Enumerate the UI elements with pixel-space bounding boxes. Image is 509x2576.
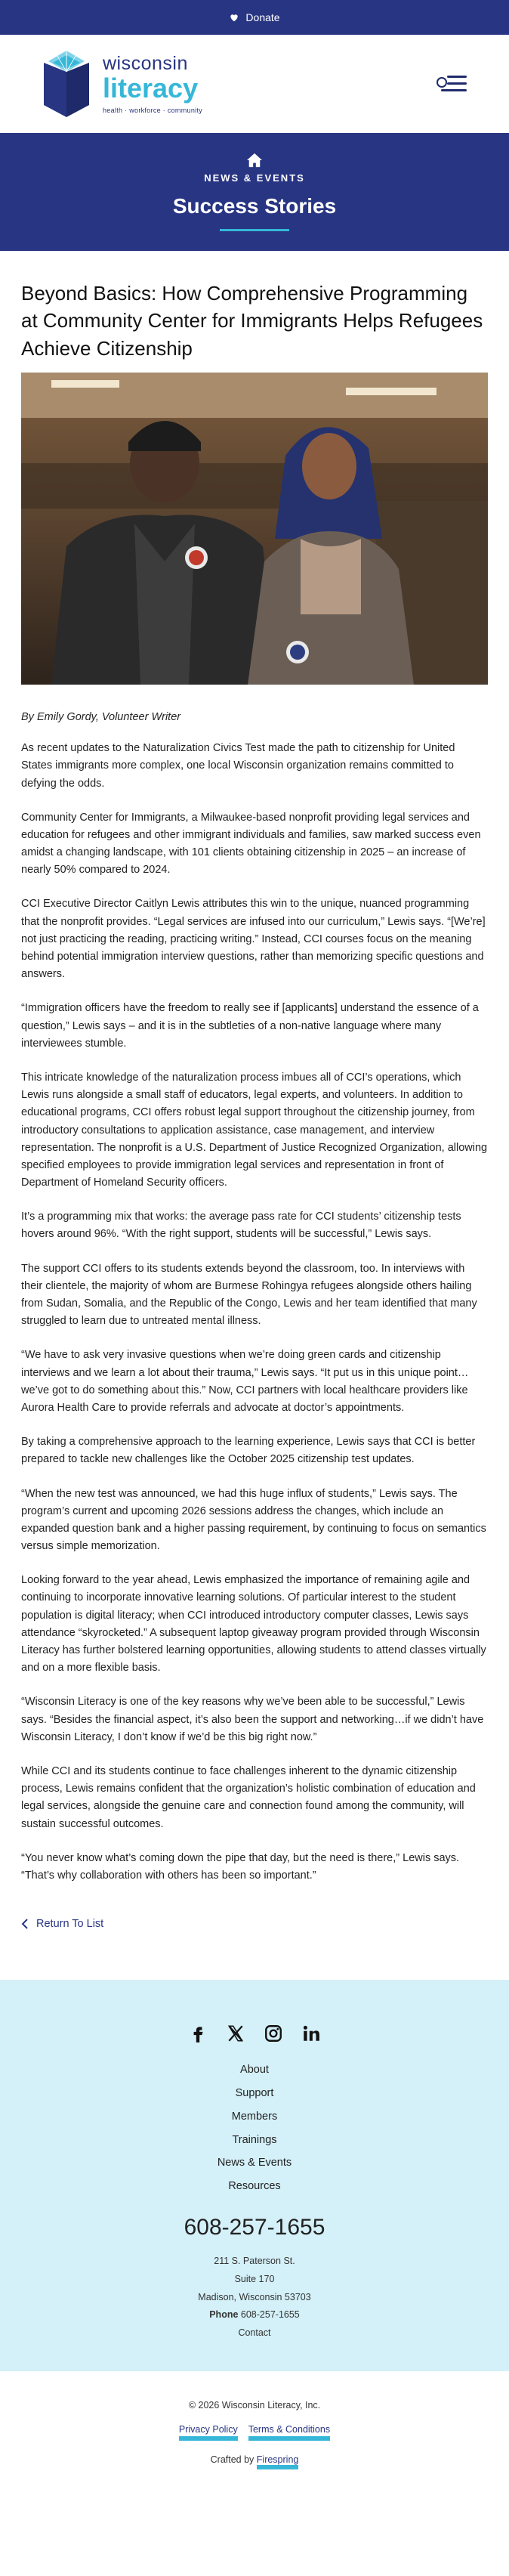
article-paragraph: “Immigration officers have the freedom to really see if [applicants] understand the essence of a question,” Lewis says – and it is in the subtleties of a non-native language where many interviewees stumble. [21,1002,479,1050]
page-hero [0,133,509,251]
footer-nav [217,2063,292,2194]
legal-links [179,2424,330,2441]
footer-address [198,2253,310,2343]
footer-nav-support[interactable]: Support [235,2086,274,2099]
book-logo-icon [38,49,95,119]
page-title: Success Stories [172,194,337,218]
menu-icon-bar [441,89,467,91]
phone-value[interactable]: 608-257-1655 [240,2309,300,2321]
article-paragraph: As recent updates to the Naturalization Civics Test made the path to citizenship for United States immigrants more complex, one local Wisconsin organization remains committed to defying the odds. [21,742,455,790]
logo[interactable] [38,49,202,119]
address-line: 211 S. Paterson St. [214,2256,295,2267]
article-paragraph: By taking a comprehensive approach to the learning experience, Lewis says that CCI is better prepared to tackle new challenges like the October 2025 citizenship test updates. [21,1436,476,1466]
menu-search-button[interactable] [437,71,467,97]
footer-phone-large[interactable]: 608-257-1655 [184,2215,325,2240]
logo-wordmark-top: wisconsin [103,52,188,74]
phone-line [198,2306,310,2324]
byline: By Emily Gordy, Volunteer Writer [21,711,181,724]
crafted-by [211,2454,299,2465]
article-title: Beyond Basics: How Comprehensive Programming at Community Center for Immigrants Helps Refugees Achieve Citizenship [21,282,483,360]
linkedin-icon[interactable] [301,2024,321,2043]
footer-nav-news-events[interactable]: News & Events [217,2157,292,2169]
heart-icon [229,12,239,23]
contact-link[interactable]: Contact [238,2327,271,2339]
footer-nav-about[interactable]: About [240,2064,269,2077]
firespring-link[interactable]: Firespring [257,2454,299,2469]
donate-bar[interactable] [0,0,509,35]
menu-icon-bar [447,82,467,85]
article-paragraph: “We have to ask very invasive questions when we’re doing green cards and citizenship interviews and we learn a lot about their trauma,” Lewis says. “It put us in this unique point…we’ve got to do something about this.” Now, CCI partners with local healthcare providers like Aurora Health Care to provide referrals and advocate at doctor’s appointments. [21,1349,469,1414]
instagram-icon[interactable] [264,2024,283,2043]
article [0,251,509,1930]
article-paragraph: Looking forward to the year ahead, Lewis emphasized the importance of remaining agile and continuing to incorporate innovative learning solutions. Of particular interest to the student population is digital literacy; when CCI introduced introductory computer classes, Lewis says attendance “skyrocketed.” A subsequent laptop giveaway program provided through Wisconsin Literacy has further bolstered learning opportunities, allowing students to attend classes virtually and on a more flexible basis. [21,1574,486,1675]
legal-bar [0,2371,509,2495]
menu-icon [447,76,467,78]
breadcrumb[interactable]: NEWS & EVENTS [204,172,305,184]
article-paragraph: While CCI and its students continue to face challenges inherent to the dynamic citizenship process, Lewis remains confident that the organization’s holistic combination of education and legal services, alongside the genuine care and connection found among the community, will sustain successful outcomes. [21,1764,476,1830]
article-photo [21,373,488,685]
article-paragraph: “Wisconsin Literacy is one of the key reasons why we’ve been able to be successful,” Lewis says. “Besides the financial aspect, it’s also been the support and networking…if we didn’t have Wisconsin Literacy, I don’t know if we’d be this big right now.” [21,1696,484,1743]
logo-wordmark-main: literacy [103,72,199,104]
footer-nav-resources[interactable]: Resources [228,2180,281,2193]
facebook-icon[interactable] [188,2024,208,2043]
chevron-left-icon [21,1919,29,1929]
terms-link[interactable]: Terms & Conditions [248,2424,330,2441]
phone-label: Phone [209,2309,239,2321]
x-icon[interactable] [226,2024,245,2043]
search-icon [437,77,447,88]
copyright: © 2026 Wisconsin Literacy, Inc. [188,2399,321,2411]
privacy-policy-link[interactable]: Privacy Policy [179,2424,238,2441]
address-line: Suite 170 [234,2273,275,2284]
site-footer [0,1980,509,2371]
title-underline [220,229,289,231]
footer-nav-trainings[interactable]: Trainings [232,2133,277,2146]
article-paragraph: “You never know what’s coming down the pipe that day, but the need is there,” Lewis says. “That’s why collaboration with others has been so important.” [21,1851,460,1882]
donate-link[interactable]: Donate [245,11,280,23]
crafted-prefix: Crafted by [210,2454,254,2465]
logo-tagline: health · workforce · community [103,106,203,114]
article-paragraph: This intricate knowledge of the naturalization process imbues all of CCI’s operations, which Lewis runs alongside a small staff of educators, legal experts, and volunteers. In addition to educational programs, CCI offers robust legal support throughout the citizenship journey, from introductory consultations to application assistance, case management, and interview representation. The nonprofit is a U.S. Department of Justice Recognized Organization, allowing specified employees to provide immigration legal services and representation in front of Department of Homeland Security officers. [21,1071,488,1189]
home-icon[interactable] [246,153,263,168]
site-header [0,35,509,133]
footer-nav-members[interactable]: Members [231,2110,278,2123]
article-paragraph: Community Center for Immigrants, a Milwaukee-based nonprofit providing legal services and education for refugees and other immigrant individuals and families, saw marked success even amidst a changing landscape, with 101 clients obtaining citizenship in 2025 – an increase of nearly 50% compared to 2024. [21,811,481,877]
social-links [188,2024,321,2043]
article-paragraph: It’s a programming mix that works: the average pass rate for CCI students’ citizenship tests hovers around 96%. “With the right support, students will be successful,” Lewis says. [21,1211,461,1241]
article-paragraph: “When the new test was announced, we had this huge influx of students,” Lewis says. The program’s current and upcoming 2026 sessions address the changes, which include an expanded question bank and a higher passing requirement, by continuing to focus on semantics versus simple memorization. [21,1487,486,1553]
article-paragraph: The support CCI offers to its students extends beyond the classroom, too. In interviews with their clientele, the majority of whom are Burmese Rohingya refugees alongside others hailing from Sudan, Somalia, and the Republic of the Congo, Lewis and her team identified that many struggled to learn due to untreated mental illness. [21,1262,477,1328]
address-line: Madison, Wisconsin 53703 [198,2291,311,2302]
article-paragraph: CCI Executive Director Caitlyn Lewis attributes this win to the unique, nuanced programming that the nonprofit provides. “Legal services are infused into our curriculum,” Lewis says. “[We’re] not just practicing the reading, practicing writing.” Instead, CCI courses focus on the meaning behind potential immigration interview questions, rather than memorizing specific questions and answers. [21,898,486,981]
return-label: Return To List [36,1918,104,1931]
return-to-list-link[interactable] [21,1918,488,1930]
